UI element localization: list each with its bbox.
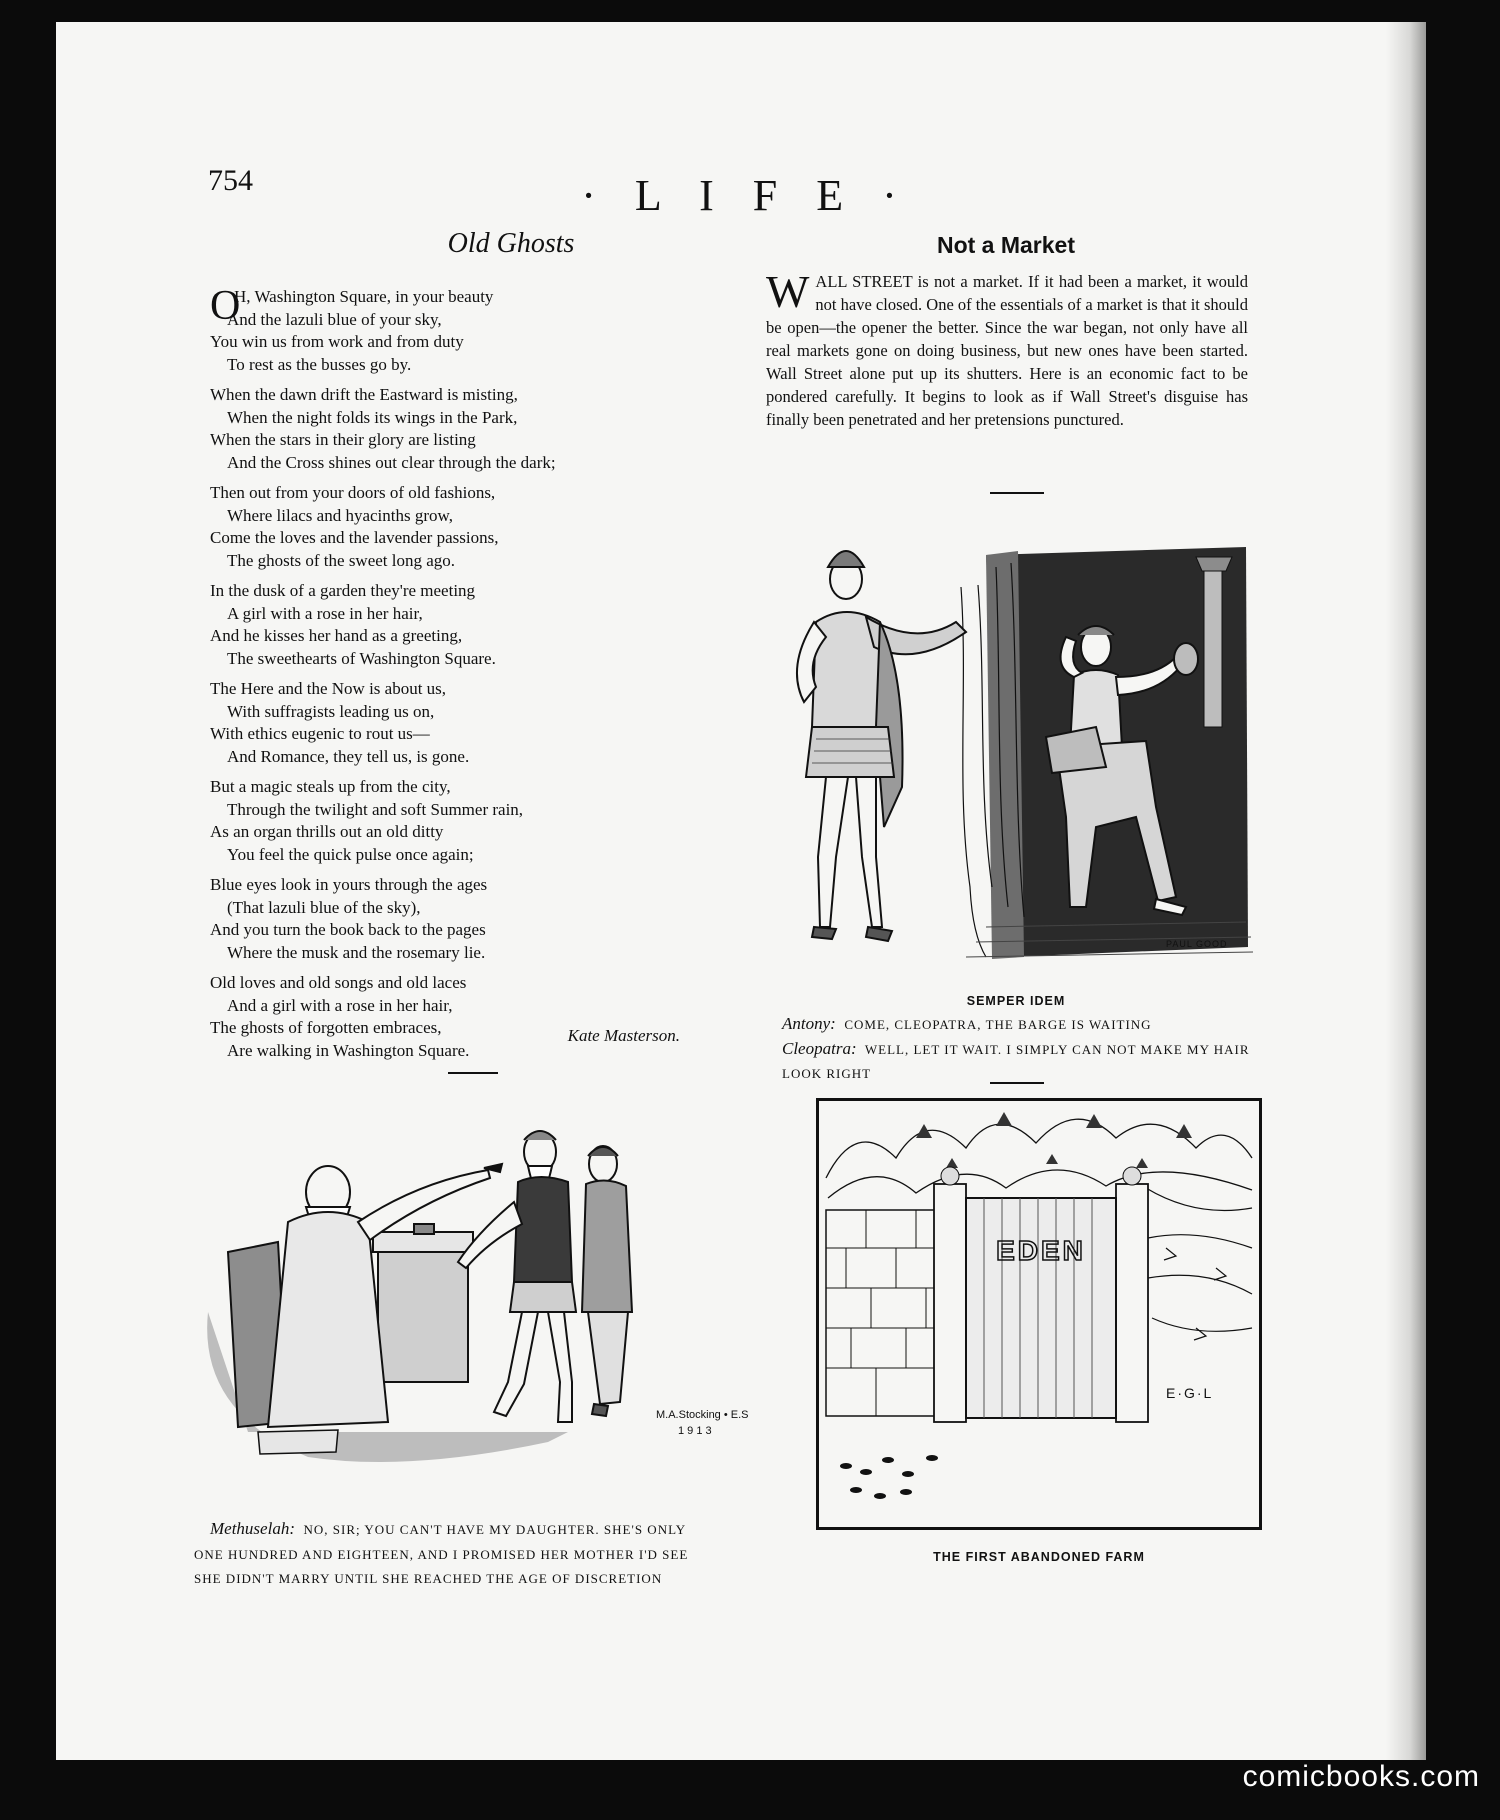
antony-line: COME, CLEOPATRA, THE BARGE IS WAITING (844, 1017, 1152, 1032)
eden-caption: THE FIRST ABANDONED FARM (933, 1550, 1145, 1564)
methuselah-illustration (188, 1112, 788, 1472)
methuselah-signature-year: 1 9 1 3 (678, 1425, 712, 1437)
poem-line: The ghosts of the sweet long ago. (227, 550, 456, 570)
page-gutter (1386, 22, 1426, 1760)
poem-line: The Here and the Now is about us, (210, 679, 447, 698)
methuselah-speaker: Methuselah: (210, 1519, 295, 1538)
cleopatra-speaker: Cleopatra: (782, 1039, 857, 1058)
methuselah-caption (194, 1517, 690, 1592)
magazine-page (56, 22, 1426, 1760)
antony-speaker: Antony: (782, 1014, 836, 1033)
poem-line: As an organ thrills out an old ditty (210, 822, 444, 841)
poem-stanza (210, 580, 680, 670)
poem-line: To rest as the busses go by. (227, 354, 412, 374)
methuselah-signature: M.A.Stocking • E.S (656, 1409, 749, 1421)
poem-line: But a magic steals up from the city, (210, 777, 451, 796)
poem-stanza (210, 384, 680, 474)
page-number: 754 (208, 164, 253, 197)
poem-title: Old Ghosts (447, 228, 575, 259)
poem-line: A girl with a rose in her hair, (227, 603, 423, 623)
poem-line: Come the loves and the lavender passions, (210, 528, 499, 547)
poem-line: In the dusk of a garden they're meeting (210, 581, 476, 600)
editorial-title: Not a Market (936, 232, 1076, 258)
poem-byline: Kate Masterson. (567, 1026, 680, 1045)
editorial-drop-cap: W (766, 266, 810, 317)
cleopatra-caption (766, 1012, 1256, 1086)
divider-rule (990, 1082, 1044, 1084)
poem-line: And Romance, they tell us, is gone. (227, 746, 470, 766)
eden-illustration (816, 1098, 1262, 1530)
poem-line: And you turn the book back to the pages (210, 920, 486, 939)
poem-line: Where lilacs and hyacinths grow, (227, 505, 453, 525)
editorial-text: ALL STREET is not a market. If it had been a market, it would not have closed. One of the essentials of a market is that it should be open—the opener the better. Since the war began, not only have all real markets gone on doing business, but new ones have been started. Wall Street alone put up its shutters. Here is an economic fact to be pondered carefully. It begins to look as if Wall Street's disguise has finally been penetrated and her pretensions punctured. (766, 272, 1248, 429)
poem-stanza (210, 972, 680, 1062)
poem-line: (That lazuli blue of the sky), (227, 897, 421, 917)
editorial-body (766, 266, 1248, 431)
poem-line: The ghosts of forgotten embraces, (210, 1018, 442, 1037)
poem-line: And the lazuli blue of your sky, (227, 309, 442, 329)
eden-gate-sign: EDEN (996, 1235, 1086, 1266)
poem-drop-cap: O (210, 283, 241, 329)
poem-line: When the night folds its wings in the Park, (227, 407, 518, 427)
poem-line: With ethics eugenic to rout us— (210, 724, 430, 743)
poem-stanza (210, 678, 680, 768)
poem-line: With suffragists leading us on, (227, 701, 435, 721)
watermark: comicbooks.com (1242, 1760, 1480, 1793)
poem-line: Are walking in Washington Square. (227, 1040, 470, 1060)
poem-line: Then out from your doors of old fashions, (210, 483, 496, 502)
poem-line: And the Cross shines out clear through the dark; (227, 452, 556, 472)
divider-rule (990, 492, 1044, 494)
poem-line: The sweethearts of Washington Square. (227, 648, 496, 668)
poem-line: Old loves and old songs and old laces (210, 973, 467, 992)
methuselah-line: NO, SIR; YOU CAN'T HAVE MY DAUGHTER. SHE'S ONLY ONE HUNDRED AND EIGHTEEN, AND I PROMISED HER MOTHER I'D SEE SHE DIDN'T MARRY UNTIL SHE REACHED THE AGE OF DISCRETION (194, 1522, 689, 1586)
poem-line: Blue eyes look in yours through the ages (210, 875, 488, 894)
poem-line: When the stars in their glory are listing (210, 430, 476, 449)
poem-line: Through the twilight and soft Summer rain, (227, 799, 524, 819)
divider-rule (448, 1072, 498, 1074)
poem-line: When the dawn drift the Eastward is misting, (210, 385, 518, 404)
poem-line: Where the musk and the rosemary lie. (227, 942, 486, 962)
poem-line: And a girl with a rose in her hair, (227, 995, 453, 1015)
masthead: · L I F E · (581, 171, 911, 220)
cleopatra-line: WELL, LET IT WAIT. I SIMPLY CAN NOT MAKE MY HAIR LOOK RIGHT (782, 1042, 1250, 1081)
poem-line: You feel the quick pulse once again; (227, 844, 474, 864)
cleopatra-caption-title: SEMPER IDEM (966, 994, 1066, 1008)
poem-line: And he kisses her hand as a greeting, (210, 626, 463, 645)
cleopatra-signature: PAUL GOOD (1166, 939, 1228, 949)
poem-line: You win us from work and from duty (210, 332, 464, 351)
poem-stanza (210, 874, 680, 964)
poem-body (210, 283, 680, 1070)
poem-stanza (210, 776, 680, 866)
cleopatra-illustration (756, 527, 1256, 977)
eden-signature: E·G·L (1166, 1385, 1214, 1401)
poem-line: H, Washington Square, in your beauty (234, 287, 494, 306)
poem-stanza (210, 283, 680, 376)
poem-stanza (210, 482, 680, 572)
